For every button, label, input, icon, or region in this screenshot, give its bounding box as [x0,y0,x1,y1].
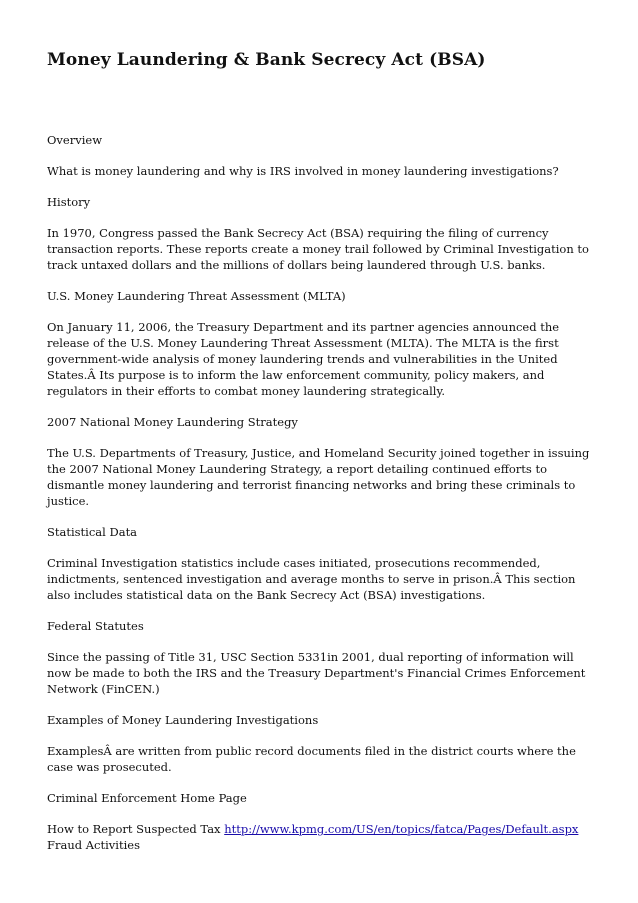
stats-heading: Statistical Data [47,525,138,539]
stats-paragraph: Criminal Investigation statistics include cases initiated, prosecutions recommended, indictments, sentenced investigation and average months to serve in prison.Â This section also includes statistical data on the Bank Secrecy Act (BSA) investigations. [47,556,576,602]
examples-heading: Examples of Money Laundering Investigations [47,713,319,727]
report-prefix: How to Report Suspected Tax [47,822,225,836]
enforcement-heading: Criminal Enforcement Home Page [47,791,247,805]
mlta-heading: U.S. Money Laundering Threat Assessment (MLTA) [47,289,346,303]
report-paragraph [47,821,595,853]
document-title: Money Laundering & Bank Secrecy Act (BSA) [47,50,486,70]
history-paragraph: In 1970, Congress passed the Bank Secrecy Act (BSA) requiring the filing of currency transaction reports. These reports create a money trail followed by Criminal Investigation to track untaxed dollars and the millions of dollars being laundered through U.S. banks. [47,226,589,272]
overview-question: What is money laundering and why is IRS involved in money laundering investigations? [47,164,559,178]
overview-heading: Overview [47,133,103,147]
mlta-paragraph: On January 11, 2006, the Treasury Department and its partner agencies announced the release of the U.S. Money Laundering Threat Assessment (MLTA). The MLTA is the first government-wide analysis of money laundering trends and vulnerabilities in the United States.Â Its purpose is to inform the law enforcement community, policy makers, and regulators in their efforts to combat money laundering strategically. [47,320,560,398]
kpmg-link[interactable]: http://www.kpmg.com/US/en/topics/fatca/Pages/Default.aspx [224,822,579,836]
statutes-paragraph: Since the passing of Title 31, USC Section 5331in 2001, dual reporting of information will now be made to both the IRS and the Treasury Department's Financial Crimes Enforcement Network (FinCEN.) [47,650,586,696]
document-body [47,132,595,868]
history-heading: History [47,195,91,209]
statutes-heading: Federal Statutes [47,619,144,633]
strategy-paragraph: The U.S. Departments of Treasury, Justice, and Homeland Security joined together in issuing the 2007 National Money Laundering Strategy, a report detailing continued efforts to dismantle money laundering and terrorist financing networks and bring these criminals to justice. [47,446,590,508]
report-suffix: Fraud Activities [47,838,140,852]
examples-paragraph: ExamplesÂ are written from public record documents filed in the district courts where the case was prosecuted. [47,744,576,774]
strategy-heading: 2007 National Money Laundering Strategy [47,415,298,429]
